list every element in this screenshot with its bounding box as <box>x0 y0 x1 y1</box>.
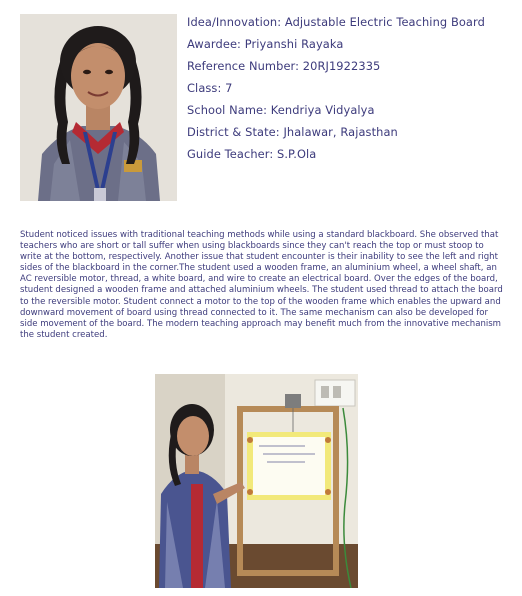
prototype-photo <box>155 374 358 588</box>
awardee-info-block <box>187 11 507 165</box>
guide-teacher: Guide Teacher: S.P.Ola <box>187 147 317 161</box>
awardee-portrait-illustration <box>20 14 177 201</box>
idea-title: Idea/Innovation: Adjustable Electric Teaching Board <box>187 15 485 29</box>
reference-number: Reference Number: 20RJ1922335 <box>187 59 381 73</box>
prototype-photo-illustration <box>155 374 358 588</box>
awardee-name: Awardee: Priyanshi Rayaka <box>187 37 344 51</box>
class-value: Class: 7 <box>187 81 233 95</box>
district-state: District & State: Jhalawar, Rajasthan <box>187 125 398 139</box>
awardee-portrait-photo <box>20 14 177 201</box>
innovation-description: Student noticed issues with traditional teaching methods while using a standard blackboard. She observed that teachers who are short or tall suffer when using blackboards since they can't reach the top or must stoop to write at the bottom, respectively. Another issue that student encounter is their inability to see the left and right sides of the blackboard in the corner.The student used a wooden frame, an aluminium wheel, a wheel shaft, an AC reversible motor, thread, a white board, and wire to create an electrical board. Over the edges of the board, student designed a wooden frame and attached aluminium wheels. The student used thread to attach the board to the reversible motor. Student connect a motor to the top of the wooden frame which enables the upward and downward movement of board using thread connected to it. The same mechanism can also be developed for side movement of the board. The modern teaching approach may benefit much from the innovative mechanism the student created. <box>20 230 503 340</box>
school-name: School Name: Kendriya Vidyalya <box>187 103 375 117</box>
